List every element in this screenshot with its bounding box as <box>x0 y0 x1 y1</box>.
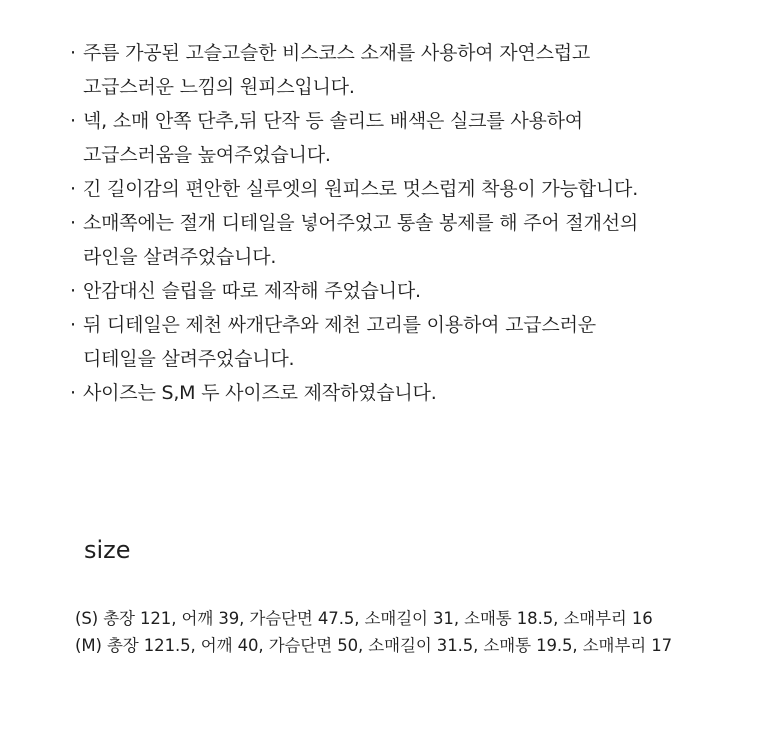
description-line: 고급스러운 느낌의 원피스입니다. <box>83 76 355 98</box>
bullet-dot: · <box>70 42 76 64</box>
description-item <box>70 36 750 104</box>
description-line: 고급스러움을 높여주었습니다. <box>83 144 331 166</box>
description-line: 뒤 디테일은 제천 싸개단추와 제천 고리를 이용하여 고급스러운 <box>83 314 596 336</box>
description-line: 긴 길이감의 편안한 실루엣의 원피스로 멋스럽게 착용이 가능합니다. <box>83 178 639 200</box>
bullet-dot: · <box>70 178 76 200</box>
bullet-dot: · <box>70 110 76 132</box>
description-line: 주름 가공된 고슬고슬한 비스코스 소재를 사용하여 자연스럽고 <box>83 42 591 64</box>
bullet-dot: · <box>70 382 76 404</box>
description-item <box>70 274 750 308</box>
description-line: 라인을 살려주었습니다. <box>83 246 277 268</box>
bullet-dot: · <box>70 280 76 302</box>
size-row-s: (S) 총장 121, 어깨 39, 가슴단면 47.5, 소매길이 31, 소매통 18.5, 소매부리 16 <box>75 609 653 628</box>
description-line: 넥, 소매 안쪽 단추,뒤 단작 등 솔리드 배색은 실크를 사용하여 <box>83 110 583 132</box>
description-line: 소매쪽에는 절개 디테일을 넣어주었고 통솔 봉제를 해 주어 절개선의 <box>83 212 639 234</box>
description-item <box>70 376 750 410</box>
size-row-m: (M) 총장 121.5, 어깨 40, 가슴단면 50, 소매길이 31.5, 소매통 19.5, 소매부리 17 <box>75 636 673 655</box>
description-item <box>70 172 750 206</box>
size-table <box>75 605 765 659</box>
description-line: 사이즈는 S,M 두 사이즈로 제작하였습니다. <box>83 382 437 404</box>
bullet-dot: · <box>70 314 76 336</box>
description-item <box>70 104 750 172</box>
bullet-dot: · <box>70 212 76 234</box>
description-line: 디테일을 살려주었습니다. <box>83 348 295 370</box>
description-line: 안감대신 슬립을 따로 제작해 주었습니다. <box>83 280 421 302</box>
size-heading: size <box>84 536 131 564</box>
product-description-list <box>70 36 750 410</box>
description-item <box>70 308 750 376</box>
description-item <box>70 206 750 274</box>
